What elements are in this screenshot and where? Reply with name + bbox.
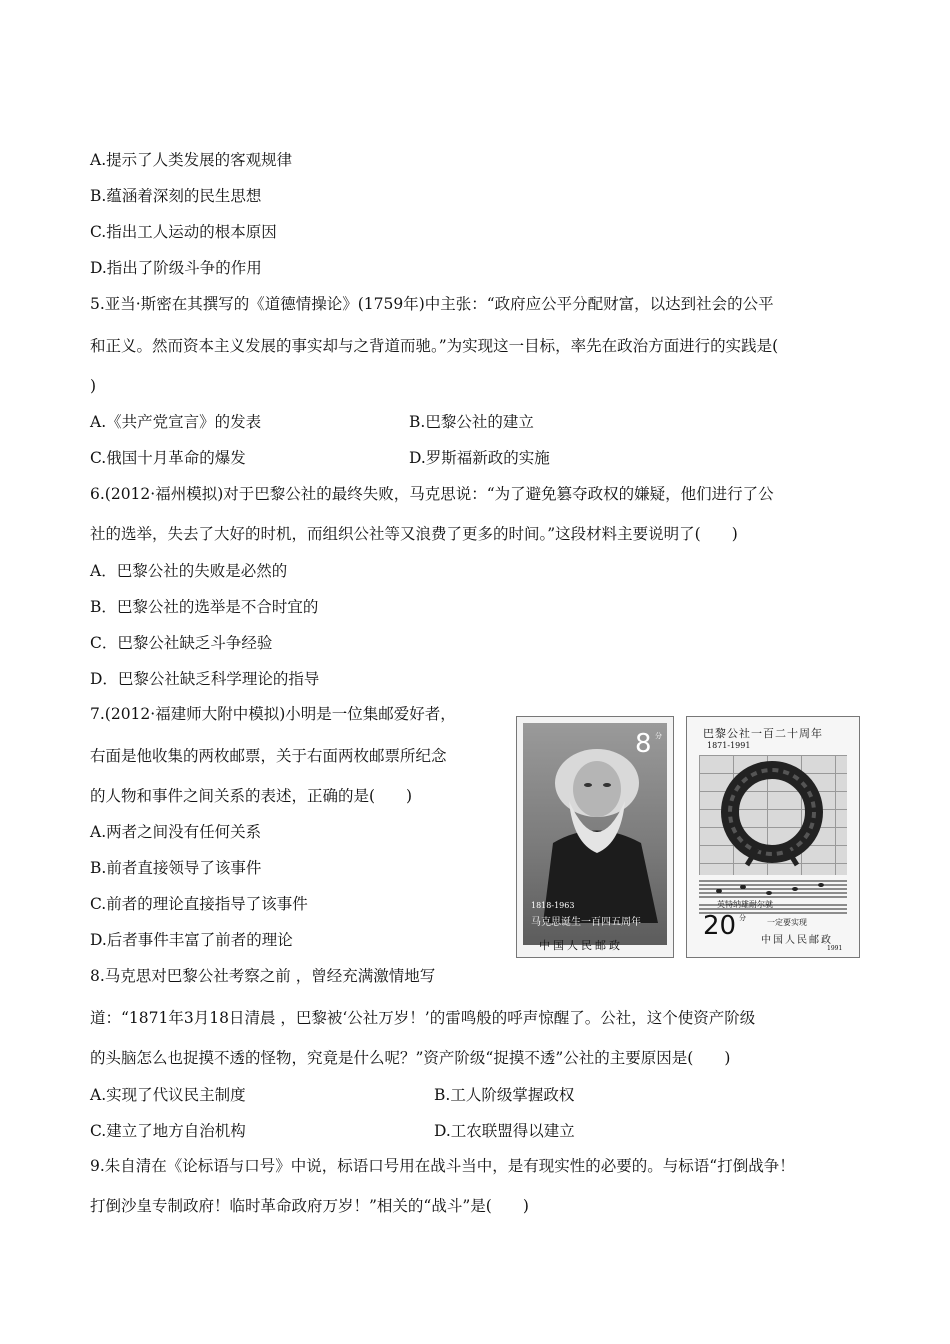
marx-stamp-country: 中国人民邮政	[539, 939, 623, 952]
q7-stem-line2: 右面是他收集的两枚邮票，关于右面两枚邮票所纪念	[90, 747, 447, 765]
q6-stem-line2: 社的选举，失去了大好的时机，而组织公社等又浪费了更多的时间。”这段材料主要说明了( )	[90, 525, 738, 543]
commune-stamp-year: 1991	[827, 945, 843, 952]
q7-option-c: C.前者的理论直接指导了该事件	[90, 895, 308, 913]
q7-option-a: A.两者之间没有任何关系	[90, 823, 262, 841]
commune-stamp-title: 巴黎公社一百二十周年	[703, 727, 823, 740]
q7-option-d: D.后者事件丰富了前者的理论	[90, 931, 293, 949]
commune-stamp-value: 20	[703, 911, 737, 941]
q5-option-a: A.《共产党宣言》的发表	[90, 413, 262, 431]
marx-stamp-value: 8	[635, 729, 652, 759]
q8-stem-line1: 8.马克思对巴黎公社考察之前 ，曾经充满激情地写	[90, 967, 436, 985]
q5-option-b: B.巴黎公社的建立	[409, 413, 534, 431]
q9-stem-line1: 9.朱自清在《论标语与口号》中说，标语口号用在战斗当中，是有现实性的必要的。与标语“打倒战争！	[90, 1157, 795, 1175]
q8-stem-line3: 的头脑怎么也捉摸不透的怪物，究竟是什么呢？”资产阶级“捉摸不透”公社的主要原因是( )	[90, 1049, 731, 1067]
q6-option-d: D．巴黎公社缺乏科学理论的指导	[90, 670, 320, 688]
wreath-icon	[717, 757, 827, 867]
commune-stamp-country: 中国人民邮政	[761, 935, 833, 946]
q7-option-b: B.前者直接领导了该事件	[90, 859, 262, 877]
q5-stem-line3: )	[90, 377, 97, 395]
commune-stamp-song2: 一定要实现	[767, 918, 807, 927]
q7-stem-line1: 7.(2012·福建师大附中模拟)小明是一位集邮爱好者，	[90, 705, 456, 723]
commune-stamp-unit: 分	[739, 914, 746, 922]
commune-stamp-years: 1871-1991	[707, 741, 751, 750]
q8-option-a: A.实现了代议民主制度	[90, 1086, 246, 1104]
q8-option-d: D.工农联盟得以建立	[434, 1122, 575, 1140]
marx-stamp-caption: 马克思诞生一百四五周年	[531, 917, 641, 928]
commune-stamp-song: 英特纳雄耐尔就	[717, 900, 773, 909]
marx-stamp	[516, 716, 674, 958]
q6-option-c: C．巴黎公社缺乏斗争经验	[90, 634, 273, 652]
q8-stem-line2: 道：“1871年3月18日清晨 ，巴黎被‘公社万岁！’的雷鸣般的呼声惊醒了。公社，这个使资产阶级	[90, 1009, 756, 1027]
q6-option-b: B．巴黎公社的选举是不合时宜的	[90, 598, 319, 616]
q5-stem-line2: 和正义。然而资本主义发展的事实却与之背道而驰。”为实现这一目标，率先在政治方面进行的实践是(	[90, 337, 779, 355]
q4-option-d: D.指出了阶级斗争的作用	[90, 259, 262, 277]
q4-option-b: B.蕴涵着深刻的民生思想	[90, 187, 262, 205]
q6-stem-line1: 6.(2012·福州模拟)对于巴黎公社的最终失败，马克思说：“为了避免篡夺政权的嫌疑，他们进行了公	[90, 485, 774, 503]
q5-option-c: C.俄国十月革命的爆发	[90, 449, 246, 467]
q5-stem-line1: 5.亚当·斯密在其撰写的《道德情操论》(1759年)中主张：“政府应公平分配财富，以达到社会的公平	[90, 295, 774, 313]
q5-option-d: D.罗斯福新政的实施	[409, 449, 550, 467]
q4-option-a: A.提示了人类发展的客观规律	[90, 151, 293, 169]
q8-option-c: C.建立了地方自治机构	[90, 1122, 246, 1140]
marx-stamp-unit: 分	[655, 732, 662, 740]
q8-option-b: B.工人阶级掌握政权	[434, 1086, 575, 1104]
paris-commune-stamp	[686, 716, 860, 958]
q7-stem-line3: 的人物和事件之间关系的表述，正确的是( )	[90, 787, 413, 805]
q6-option-a: A．巴黎公社的失败是必然的	[90, 562, 288, 580]
q4-option-c: C.指出工人运动的根本原因	[90, 223, 277, 241]
q9-stem-line2: 打倒沙皇专制政府！临时革命政府万岁！”相关的“战斗”是( )	[90, 1197, 529, 1215]
marx-stamp-years: 1818-1963	[531, 901, 575, 910]
